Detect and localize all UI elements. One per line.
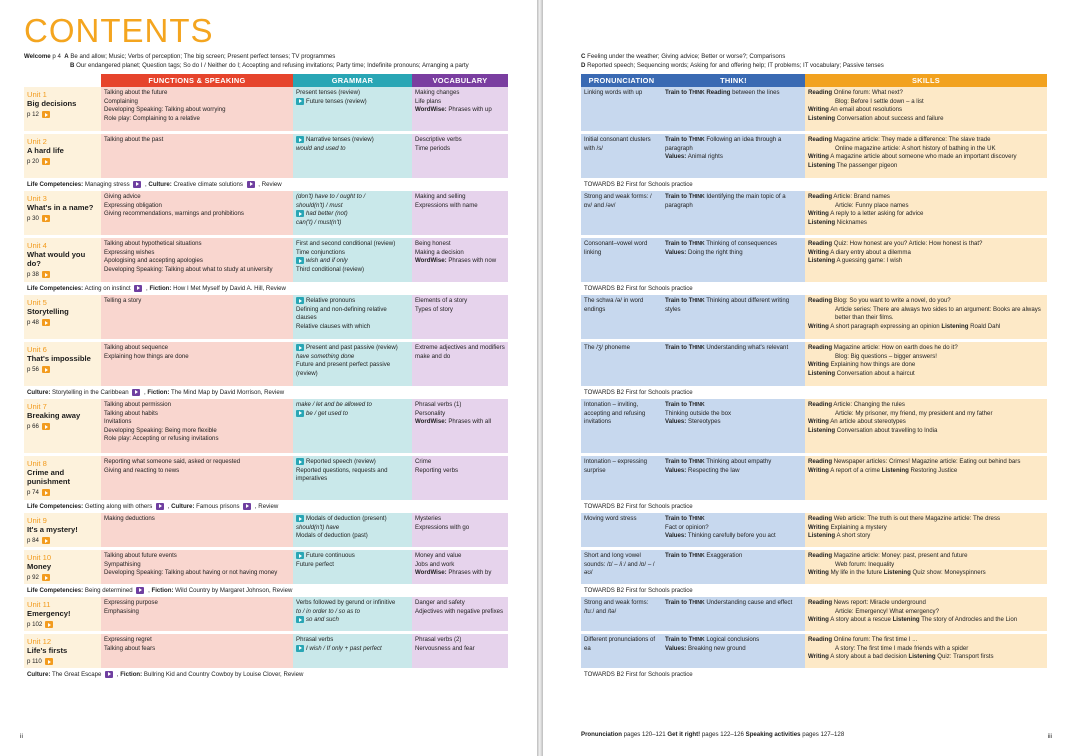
think-cell: Train to THINK Understanding what's relevant xyxy=(662,342,805,386)
culture-play-icon[interactable] xyxy=(136,587,144,594)
folio-right: iii xyxy=(1047,733,1052,740)
unit-row xyxy=(24,87,508,131)
think-cell: Train to THINK Identifying the main topic of a paragraph xyxy=(662,191,805,235)
pronunciation-cell: Intonation – inviting, accepting and refusing invitations xyxy=(581,399,662,453)
unit-row-right xyxy=(581,238,1047,282)
header-functions: FUNCTIONS & SPEAKING xyxy=(101,74,293,87)
unit-row-right xyxy=(581,87,1047,131)
video-play-icon[interactable] xyxy=(45,621,53,628)
header-think: THINK! xyxy=(662,74,805,87)
unit-title: Life's firsts xyxy=(27,646,68,655)
unit-row-right xyxy=(581,191,1047,235)
video-play-icon[interactable] xyxy=(42,366,50,373)
unit-title: What's in a name? xyxy=(27,203,94,212)
pronunciation-cell: Short and long vowel sounds: /ɪ/ – /iː/ and /ɒ/ – /əʊ/ xyxy=(581,550,662,584)
think-cell: Train to THINK Understanding cause and effect xyxy=(662,597,805,631)
vocabulary-cell: Crime Reporting verbs xyxy=(412,456,508,500)
header-grammar: GRAMMAR xyxy=(293,74,412,87)
unit-row xyxy=(24,597,508,631)
left-contents-table xyxy=(24,74,508,681)
lifeline-row: Life Competencies: Managing stress , Culture: Creative climate solutions , Review xyxy=(24,178,508,191)
skills-cell: Reading Blog: So you want to write a novel, do you? Article series: There are always two sides to an argument: Books are always better than their films. Writing A short paragraph expressing an opinion Listening Roald Dahl xyxy=(805,295,1047,339)
welcome-page: p 4 xyxy=(52,53,61,60)
video-play-icon[interactable] xyxy=(42,319,50,326)
towards-row: TOWARDS B2 First for Schools practice xyxy=(581,386,1047,399)
unit-label: Unit 2 xyxy=(27,137,47,146)
vocabulary-cell: Being honest Making a decision WordWise: Phrases with now xyxy=(412,238,508,282)
unit-row xyxy=(24,634,508,668)
unit-label: Unit 4 xyxy=(27,241,47,250)
unit-page-link[interactable]: p 48 xyxy=(27,318,99,327)
vocabulary-cell: Making and selling Expressions with name xyxy=(412,191,508,235)
unit-label: Unit 1 xyxy=(27,90,47,99)
unit-row-right xyxy=(581,597,1047,631)
grammar-cell: Relative pronouns Defining and non-defining relative clauses Relative clauses with which xyxy=(293,295,412,339)
unit-title: Emergency! xyxy=(27,609,71,618)
footer-pages: Pronunciation pages 120–121 Get it right! pages 122–126 Speaking activities pages 127–128 xyxy=(581,731,845,738)
vocabulary-cell: Extreme adjectives and modifiers make and do xyxy=(412,342,508,386)
skills-cell: Reading Article: Brand names Article: Funny place names Writing A reply to a letter asking for advice Listening Nicknames xyxy=(805,191,1047,235)
unit-page-link[interactable]: p 30 xyxy=(27,214,99,223)
skills-cell: Reading Magazine article: How on earth does he do it? Blog: Big questions – bigger answers! Writing Explaining how things are done Listening Conversation about a haircut xyxy=(805,342,1047,386)
unit-label: Unit 10 xyxy=(27,553,52,562)
welcome-d: Reported speech; Sequencing words; Asking for and offering help; IT problems; IT vocabulary; Passive tenses xyxy=(587,62,884,69)
unit-page-link[interactable]: p 12 xyxy=(27,110,99,119)
culture-play-icon[interactable] xyxy=(134,285,142,292)
functions-cell: Making deductions xyxy=(101,513,293,547)
vocabulary-cell: Phrasal verbs (1) Personality WordWise: Phrases with all xyxy=(412,399,508,453)
lifeline-row: Life Competencies: Getting along with others , Culture: Famous prisons , Review xyxy=(24,500,508,513)
video-play-icon[interactable] xyxy=(42,537,50,544)
grammar-cell: Narrative tenses (review) would and used to xyxy=(293,134,412,178)
unit-label: Unit 5 xyxy=(27,298,47,307)
pronunciation-cell: The schwa /ə/ in word endings xyxy=(581,295,662,339)
vocabulary-cell: Descriptive verbs Time periods xyxy=(412,134,508,178)
unit-page-link[interactable]: p 74 xyxy=(27,488,99,497)
functions-cell: Talking about the past xyxy=(101,134,293,178)
unit-row-right xyxy=(581,634,1047,668)
think-cell: Train to THINK Following an idea through a paragraph Values: Animal rights xyxy=(662,134,805,178)
unit-title: What would you do? xyxy=(27,250,86,268)
unit-page-link[interactable]: p 110 xyxy=(27,657,99,666)
video-play-icon[interactable] xyxy=(42,574,50,581)
functions-cell: Talking about the future Complaining Developing Speaking: Talking about worrying Role play: Complaining to a relative xyxy=(101,87,293,131)
unit-page-link[interactable]: p 38 xyxy=(27,270,99,279)
welcome-label: Welcome xyxy=(24,53,51,60)
unit-row-right xyxy=(581,295,1047,339)
towards-row: TOWARDS B2 First for Schools practice xyxy=(581,282,1047,295)
towards-row: TOWARDS B2 First for Schools practice xyxy=(581,668,1047,681)
grammar-cell: Phrasal verbs I wish / If only + past perfect xyxy=(293,634,412,668)
welcome-row-right: C Feeling under the weather; Giving advice; Better or worse?; Comparisons D Reported speech; Sequencing words; Asking for and offering help; IT problems; IT vocabulary; Passive tenses xyxy=(581,53,884,69)
unit-row xyxy=(24,513,508,547)
think-cell: Train to THINK Thinking of consequences Values: Doing the right thing xyxy=(662,238,805,282)
culture-play-icon[interactable] xyxy=(243,503,251,510)
grammar-cell: Modals of deduction (present) should(n't) have Modals of deduction (past) xyxy=(293,513,412,547)
vocabulary-cell: Phrasal verbs (2) Nervousness and fear xyxy=(412,634,508,668)
unit-label: Unit 7 xyxy=(27,402,47,411)
vocabulary-cell: Making changes Life plans WordWise: Phrases with up xyxy=(412,87,508,131)
think-cell: Train to THINK Exaggeration xyxy=(662,550,805,584)
grammar-cell: make / let and be allowed to be / get used to xyxy=(293,399,412,453)
skills-cell: Reading Magazine article: They made a difference: The slave trade Online magazine article: A short history of bathing in the UK Writing A magazine article about someone who made an important discovery Listening The passenger pigeon xyxy=(805,134,1047,178)
unit-row xyxy=(24,342,508,386)
page-title: CONTENTS xyxy=(24,12,214,49)
unit-row xyxy=(24,295,508,339)
welcome-row: Welcome p 4 A Be and allow; Music; Verbs of perception; The big screen; Present perfect tenses; TV programmes B Our endangered planet; Question tags; So do I / Neither do I; Accepting and refusing invitations; Party time; Indefinite pronouns; Arranging a party xyxy=(24,53,469,69)
unit-row-right xyxy=(581,342,1047,386)
functions-cell: Expressing regret Talking about fears xyxy=(101,634,293,668)
pronunciation-cell: Initial consonant clusters with /s/ xyxy=(581,134,662,178)
functions-cell: Talking about future events Sympathising Developing Speaking: Talking about having or not having money xyxy=(101,550,293,584)
right-page xyxy=(543,0,1080,756)
skills-cell: Reading Online forum: What next? Blog: Before I settle down – a list Writing An email about resolutions Listening Conversation about success and failure xyxy=(805,87,1047,131)
unit-title: That's impossible xyxy=(27,354,91,363)
skills-cell: Reading Article: Changing the rules Article: My prisoner, my friend, my president and my father Writing An article about stereotypes Listening Conversation about travelling to India xyxy=(805,399,1047,453)
video-play-icon[interactable] xyxy=(42,158,50,165)
header-pronunciation: PRONUNCIATION xyxy=(581,74,662,87)
video-play-icon[interactable] xyxy=(45,658,53,665)
functions-cell: Giving advice Expressing obligation Giving recommendations, warnings and prohibitions xyxy=(101,191,293,235)
skills-cell: Reading Magazine article: Money: past, present and future Web forum: Inequality Writing My life in the future Listening Quiz show: Moneyspinners xyxy=(805,550,1047,584)
unit-label: Unit 9 xyxy=(27,516,47,525)
towards-row: TOWARDS B2 First for Schools practice xyxy=(581,500,1047,513)
grammar-cell: Future continuous Future perfect xyxy=(293,550,412,584)
unit-row xyxy=(24,399,508,453)
functions-cell: Talking about sequence Explaining how things are done xyxy=(101,342,293,386)
unit-row xyxy=(24,238,508,282)
pronunciation-cell: Linking words with up xyxy=(581,87,662,131)
pronunciation-cell: Intonation – expressing surprise xyxy=(581,456,662,500)
grammar-cell: (don't) have to / ought to / should(n't) / must had better (not) can('t) / must(n't) xyxy=(293,191,412,235)
unit-label: Unit 11 xyxy=(27,600,51,609)
skills-cell: Reading News report: Miracle underground Article: Emergency! What emergency? Writing A story about a rescue Listening The story of Androcles and the Lion xyxy=(805,597,1047,631)
grammar-cell: Reported speech (review) Reported questions, requests and imperatives xyxy=(293,456,412,500)
towards-row: TOWARDS B2 First for Schools practice xyxy=(581,178,1047,191)
unit-row xyxy=(24,191,508,235)
video-play-icon[interactable] xyxy=(42,271,50,278)
pronunciation-cell: Strong and weak forms: /ɒv/ and /əv/ xyxy=(581,191,662,235)
unit-row-right xyxy=(581,456,1047,500)
think-cell: Train to THINK Thinking about empathy Values: Respecting the law xyxy=(662,456,805,500)
right-contents-table xyxy=(581,74,1047,681)
vocabulary-cell: Money and value Jobs and work WordWise: Phrases with by xyxy=(412,550,508,584)
unit-page-link[interactable]: p 66 xyxy=(27,422,99,431)
unit-title: It's a mystery! xyxy=(27,525,78,534)
unit-page-link[interactable]: p 92 xyxy=(27,573,99,582)
grammar-cell: First and second conditional (review) Time conjunctions wish and if only Third conditional (review) xyxy=(293,238,412,282)
think-cell: Train to THINK Thinking about different writing styles xyxy=(662,295,805,339)
unit-title: Crime and punishment xyxy=(27,468,71,486)
culture-play-icon[interactable] xyxy=(132,389,140,396)
lifeline-row: Culture: Storytelling in the Caribbean , Fiction: The Mind Map by David Morrison, Review xyxy=(24,386,508,399)
vocabulary-cell: Mysteries Expressions with go xyxy=(412,513,508,547)
think-cell: Train to THINK Thinking outside the box Values: Stereotypes xyxy=(662,399,805,453)
vocabulary-cell: Danger and safety Adjectives with negative prefixes xyxy=(412,597,508,631)
unit-page-link[interactable]: p 56 xyxy=(27,365,99,374)
unit-row-right xyxy=(581,550,1047,584)
skills-cell: Reading Web article: The truth is out there Magazine article: The dress Writing Explaining a mystery Listening A short story xyxy=(805,513,1047,547)
video-play-icon[interactable] xyxy=(42,489,50,496)
folio-left: ii xyxy=(20,733,23,740)
functions-cell: Telling a story xyxy=(101,295,293,339)
unit-label: Unit 12 xyxy=(27,637,52,646)
functions-cell: Talking about permission Talking about habits Invitations Developing Speaking: Being more flexible Role play: Accepting or refusing invitations xyxy=(101,399,293,453)
welcome-a: Be and allow; Music; Verbs of perception; The big screen; Present perfect tenses; TV programmes xyxy=(70,53,336,60)
header-vocabulary: VOCABULARY xyxy=(412,74,508,87)
pronunciation-cell: Different pronunciations of ea xyxy=(581,634,662,668)
unit-row-right xyxy=(581,513,1047,547)
unit-title: Money xyxy=(27,562,52,571)
unit-title: Big decisions xyxy=(27,99,77,108)
pronunciation-cell: Strong and weak forms: /tuː/ and /tə/ xyxy=(581,597,662,631)
think-cell: Train to THINK Fact or opinion? Values: Thinking carefully before you act xyxy=(662,513,805,547)
pronunciation-cell: Moving word stress xyxy=(581,513,662,547)
unit-row xyxy=(24,456,508,500)
welcome-c: Feeling under the weather; Giving advice; Better or worse?; Comparisons xyxy=(587,53,786,60)
think-cell: Train to THINK Reading between the lines xyxy=(662,87,805,131)
grammar-cell: Present tenses (review) Future tenses (review) xyxy=(293,87,412,131)
unit-page-link[interactable]: p 84 xyxy=(27,536,99,545)
left-page xyxy=(0,0,537,756)
video-play-icon[interactable] xyxy=(42,423,50,430)
unit-page-link[interactable]: p 20 xyxy=(27,157,99,166)
lifeline-row: Life Competencies: Acting on instinct , Fiction: How I Met Myself by David A. Hill, Review xyxy=(24,282,508,295)
skills-cell: Reading Newspaper articles: Crimes! Magazine article: Eating out behind bars Writing A report of a crime Listening Restoring Justice xyxy=(805,456,1047,500)
skills-cell: Reading Quiz: How honest are you? Article: How honest is that? Writing A diary entry about a dilemma Listening A guessing game: I wish xyxy=(805,238,1047,282)
grammar-cell: Present and past passive (review) have something done Future and present perfect passive (review) xyxy=(293,342,412,386)
think-cell: Train to THINK Logical conclusions Values: Breaking new ground xyxy=(662,634,805,668)
pronunciation-cell: Consonant–vowel word linking xyxy=(581,238,662,282)
vocabulary-cell: Elements of a story Types of story xyxy=(412,295,508,339)
skills-cell: Reading Online forum: The first time I ... A story: The first time I made friends with a spider Writing A story about a bad decision Listening Quiz: Transport firsts xyxy=(805,634,1047,668)
culture-play-icon[interactable] xyxy=(105,671,113,678)
grammar-cell: Verbs followed by gerund or infinitive to / in order to / so as to so and such xyxy=(293,597,412,631)
culture-play-icon[interactable] xyxy=(247,181,255,188)
lifeline-row: Culture: The Great Escape , Fiction: Bullring Kid and Country Cowboy by Louise Clover, Review xyxy=(24,668,508,681)
unit-title: A hard life xyxy=(27,146,64,155)
header-skills: SKILLS xyxy=(805,74,1047,87)
video-play-icon[interactable] xyxy=(42,111,50,118)
towards-row: TOWARDS B2 First for Schools practice xyxy=(581,584,1047,597)
unit-label: Unit 6 xyxy=(27,345,47,354)
pronunciation-cell: The /ʒ/ phoneme xyxy=(581,342,662,386)
culture-play-icon[interactable] xyxy=(156,503,164,510)
unit-title: Breaking away xyxy=(27,411,81,420)
unit-row xyxy=(24,134,508,178)
video-play-icon[interactable] xyxy=(42,215,50,222)
unit-row-right xyxy=(581,399,1047,453)
unit-row xyxy=(24,550,508,584)
culture-play-icon[interactable] xyxy=(133,181,141,188)
functions-cell: Expressing purpose Emphasising xyxy=(101,597,293,631)
functions-cell: Talking about hypothetical situations Expressing wishes Apologising and accepting apologies Developing Speaking: Talking about what to study at university xyxy=(101,238,293,282)
unit-row-right xyxy=(581,134,1047,178)
unit-label: Unit 8 xyxy=(27,459,47,468)
lifeline-row: Life Competencies: Being determined , Fiction: Wild Country by Margaret Johnson, Review xyxy=(24,584,508,597)
welcome-b: Our endangered planet; Question tags; So do I / Neither do I; Accepting and refusing invitations; Party time; Indefinite pronouns; Arranging a party xyxy=(76,62,469,69)
unit-label: Unit 3 xyxy=(27,194,47,203)
functions-cell: Reporting what someone said, asked or requested Giving and reacting to news xyxy=(101,456,293,500)
unit-page-link[interactable]: p 102 xyxy=(27,620,99,629)
unit-title: Storytelling xyxy=(27,307,69,316)
